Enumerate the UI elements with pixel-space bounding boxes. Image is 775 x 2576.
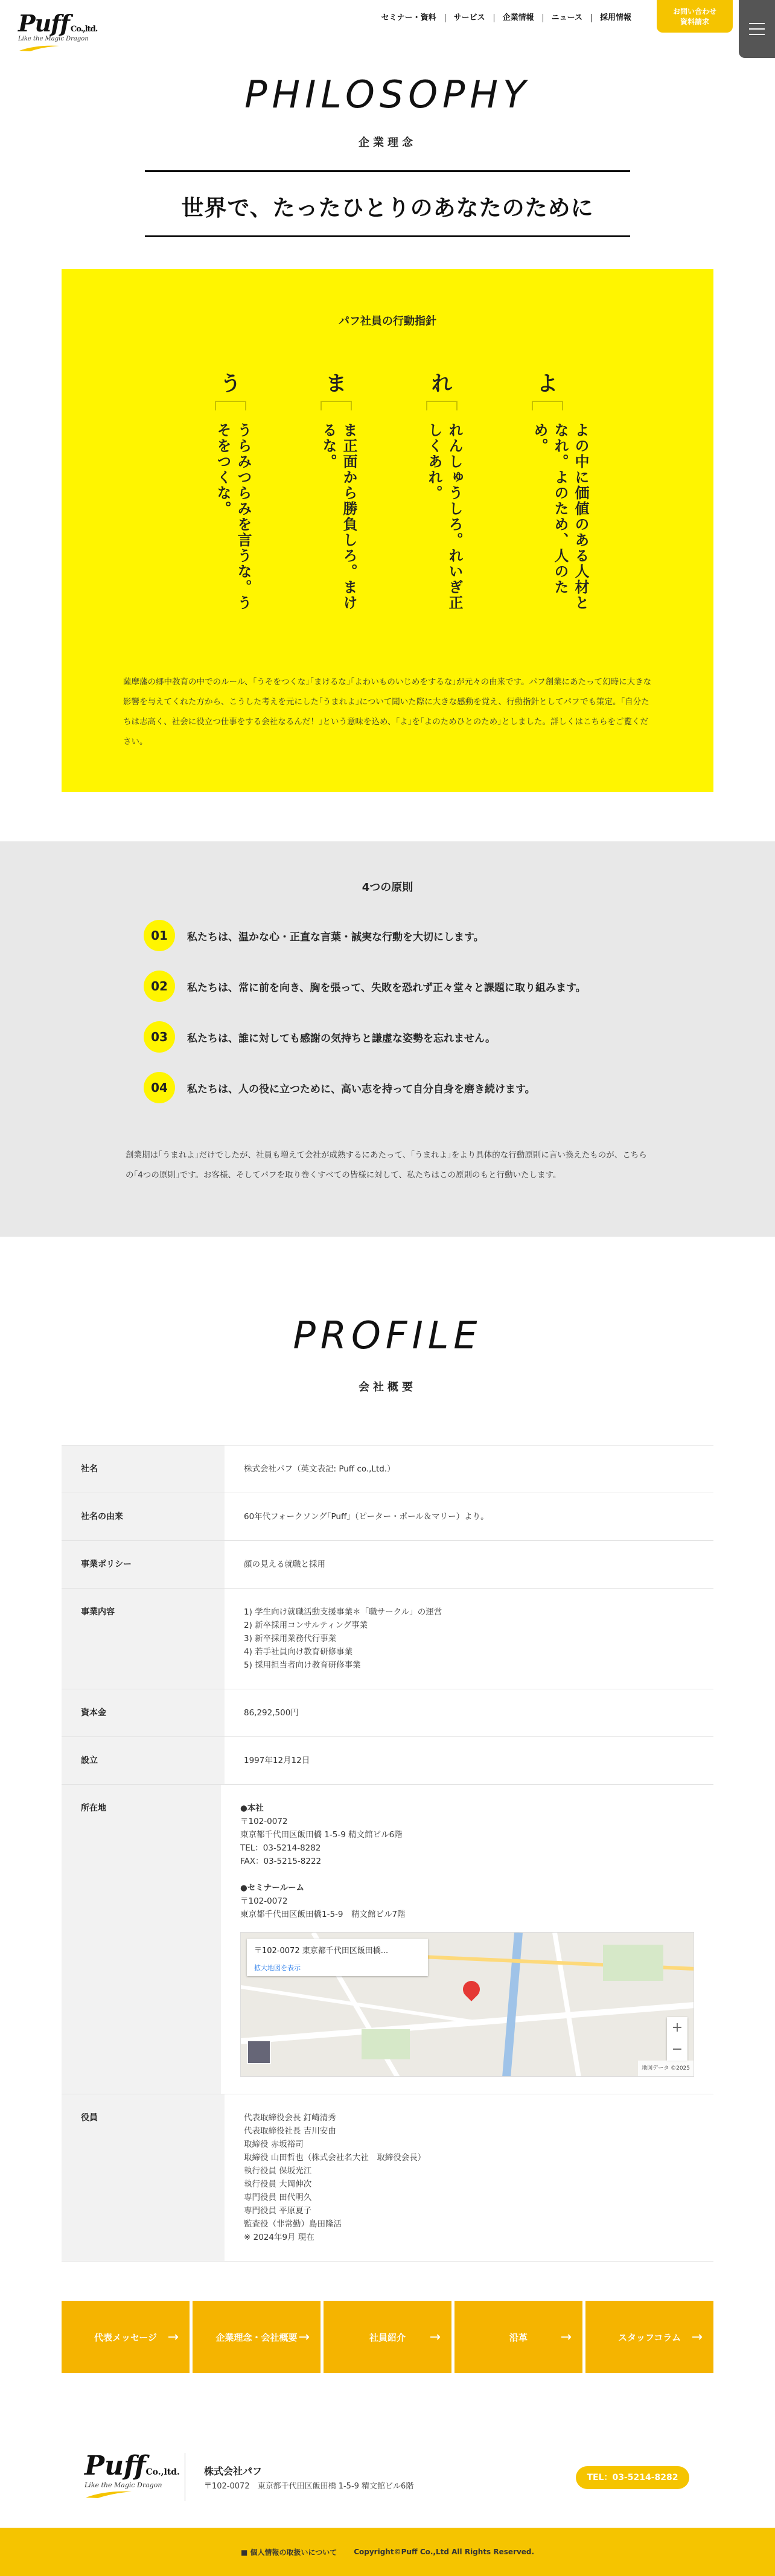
profile-label: 事業ポリシー [62,1541,225,1588]
subnav-column-button[interactable]: スタッフコラム → [585,2301,713,2373]
profile-value: 60年代フォークソング｢Puff｣（ピーター・ポール＆マリー）より。 [244,1512,489,1522]
guideline-head: よ [537,372,558,396]
principles-title: 4つの原則 [362,881,413,894]
guideline-bracket [215,401,246,410]
profile-row-policy [62,1541,713,1589]
hamburger-icon [749,28,765,30]
principle-text: 私たちは、誰に対しても感謝の気持ちと謙虚な姿勢を忘れません。 [187,1032,496,1045]
philosophy-title: PHILOSOPHY [244,72,531,116]
principle-number: 02 [144,971,175,1002]
hamburger-icon [749,23,765,24]
footer-tel-button[interactable]: TEL：03-5214-8282 [576,2466,689,2489]
footer-logo-tagline: Like the Magic Dragon [85,2481,162,2489]
principle-number: 03 [144,1021,175,1053]
principles-section [0,841,775,1237]
subnav-history-button[interactable]: 沿革 → [454,2301,582,2373]
profile-value: 代表取締役会長 釘崎清秀 代表取締役社長 吉川安由 取締役 赤坂裕司 取締役 山田哲也（株式会社名大社 取締役会長） 執行役員 保坂光江 執行役員 大岡伸次 専門役員 田代明久 専門役員 平原夏子 監査役（非常勤）島田隆活 ※ 2024年9月 現在 [244,2113,426,2242]
principles-description: 創業期は｢うまれよ｣だけでしたが、社員も増えて会社が成熟するにあたって、｢うまれよ｣をより具体的な行動原則に言い換えたものが、こちらの｢4つの原則｣です。お客様、そしてパフを取り巻くすべての皆様に対して、私たちはこの原則のもと行動いたします。 [126,1150,647,1180]
hamburger-menu-button[interactable] [739,0,775,58]
site-header [0,0,775,63]
footer-logo-brand: PuffCo.,ltd. [85,2450,180,2481]
guideline-bracket [532,401,563,410]
guidelines-description: 薩摩藩の郷中教育の中でのルール、｢うそをつくな｣｢まけるな｣｢よわいものいじめをするな｣が元々の由来です。パフ創業にあたって幻時に大きな影響を与えてくれた方から、こうした考えを元にした｢うまれよ｣について聞いた際に大きな感動を覚え、行動指針としてパフでも策定。｢自分たちは志高く、社会に役立つ仕事をする会社なるんだ！｣という意味を込め、｢よ｣を｢よのためひとのため｣としました。詳しくはこちらをご覧ください。 [123,677,652,747]
principle-text: 私たちは、温かな心・正直な言葉・誠実な行動を大切にします。 [187,931,484,943]
profile-value: 1997年12月12日 [244,1756,310,1765]
motto-rule-bottom [145,235,630,237]
guideline-text: ま正面から勝負しろ。まけるな。 [320,422,357,611]
arrow-right-icon: → [298,2330,310,2345]
footer-address: 〒102-0072 東京都千代田区飯田橋 1-5-9 精文館ビル6階 [204,2482,414,2491]
arrow-right-icon: → [429,2330,441,2345]
profile-subtitle: 会社概要 [359,1381,416,1394]
profile-row-officers [62,2094,713,2262]
map-info-card [247,1939,428,1976]
nav-news[interactable]: ニュース [543,14,592,22]
guideline-bracket [321,401,352,410]
subnav-philosophy-button[interactable]: 企業理念・会社概要 → [193,2301,321,2373]
profile-label: 所在地 [62,1785,221,2094]
contact-button-line2: 資料請求 [680,18,709,26]
profile-row-location [62,1785,713,2094]
subnav-message-button[interactable]: 代表メッセージ → [62,2301,190,2373]
nav-seminar[interactable]: セミナー・資料 [373,14,445,22]
copyright: Copyright©Puff Co.,Ltd All Rights Reserved. [354,2548,535,2556]
footer-logo[interactable] [85,2450,180,2501]
guideline-column-u [212,372,252,611]
profile-title: PROFILE [293,1313,482,1357]
motto-rule-top [145,170,630,172]
guideline-text: うらみつらみを言うな。うそをつくな。 [214,422,252,611]
arrow-right-icon: → [560,2330,572,2345]
guideline-text: よの中に価値のある人材となれ。よのため、人のため。 [531,422,589,611]
logo-tagline: Like the Magic Dragon [18,36,89,42]
profile-label: 事業内容 [62,1589,225,1689]
principle-text: 私たちは、常に前を向き、胸を張って、失敗を恐れず正々堂々と課題に取り組みます。 [187,981,586,994]
profile-label: 社名 [62,1446,225,1493]
footer-bar [0,2528,775,2576]
map-attribution: 地図データ ©2025 [638,2061,694,2076]
profile-row-capital [62,1689,713,1737]
guideline-head: れ [432,372,452,396]
guideline-column-ma [318,372,357,611]
guideline-column-re [424,372,463,611]
guideline-column-yo [529,372,589,611]
principle-item [144,1072,535,1103]
guideline-head: う [220,372,241,396]
privacy-link[interactable]: ■ 個人情報の取扱いについて [240,2548,337,2557]
subnav-staff-button[interactable]: 社員紹介 → [324,2301,451,2373]
motto-text: 世界で、たったひとりのあなたのために [181,195,594,221]
profile-label: 社名の由来 [62,1493,225,1540]
profile-row-name [62,1446,713,1493]
principle-number: 04 [144,1072,175,1103]
profile-value: 1) 学生向け就職活動支援事業＊「職サークル」の運営 2) 新卒採用コンサルティング事業 3) 新卒採用業務代行事業 4) 若手社員向け教育研修事業 5) 採用担当者向け教育研修事業 [244,1607,442,1670]
principle-item [144,971,586,1002]
arrow-right-icon: → [167,2330,179,2345]
principle-text: 私たちは、人の役に立つために、高い志を持って自分自身を磨き続けます。 [187,1083,535,1095]
footer-company-name: 株式会社パフ [204,2466,263,2477]
profile-row-business [62,1589,713,1689]
guideline-bracket [426,401,458,410]
guidelines-title: パフ社員の行動指針 [339,315,436,328]
profile-value: ●本社 〒102-0072 東京都千代田区飯田橋 1-5-9 精文館ビル6階 TEL：03-5214-8282 FAX：03-5215-8222 ●セミナールーム 〒102-0072 東京都千代田区飯田橋1-5-9 精文館ビル7階 〒102-0072 東京都千代田区飯田橋... 拡大地図を表示 + − 地図データ ©2025 [221,1785,713,2094]
contact-button[interactable] [657,0,733,33]
arrow-right-icon: → [691,2330,703,2345]
nav-company[interactable]: 企業情報 [494,14,543,22]
map-enlarge-link[interactable]: 拡大地図を表示 [254,1964,301,1972]
profile-table [62,1445,713,2262]
hamburger-icon [749,34,765,35]
embedded-map[interactable] [240,1932,694,2077]
profile-label: 設立 [62,1737,225,1784]
main-nav [373,11,640,25]
map-card-title: 〒102-0072 東京都千代田区飯田橋... [254,1946,389,1956]
footer-logo-swoosh-icon [85,2489,133,2499]
company-subnav [62,2301,713,2373]
profile-label: 資本金 [62,1689,225,1736]
profile-row-founded [62,1737,713,1785]
philosophy-subtitle: 企業理念 [359,136,416,149]
profile-label: 役員 [62,2094,225,2261]
guidelines-box [62,269,713,792]
contact-button-line1: お問い合わせ [672,7,716,16]
guideline-text: れんしゅうしろ。れいぎ正しくあれ。 [426,422,463,611]
logo-swoosh-icon [18,43,60,52]
principle-number: 01 [144,920,175,951]
principle-item [144,920,484,951]
logo-brand: Puff Co.,ltd. [18,10,98,37]
site-logo[interactable] [18,10,98,53]
profile-value: 株式会社パフ（英文表記: Puff co.,Ltd.） [244,1464,395,1474]
profile-row-origin [62,1493,713,1541]
principle-item [144,1021,496,1053]
nav-recruit[interactable]: 採用情報 [599,13,631,22]
profile-value: 86,292,500円 [244,1708,299,1718]
guideline-head: ま [326,372,346,396]
nav-service[interactable]: サービス [445,14,494,22]
map-layer-toggle[interactable] [247,2040,271,2064]
map-zoom-control[interactable]: + − [667,2017,687,2061]
profile-value: 顔の見える就職と採用 [244,1560,325,1569]
